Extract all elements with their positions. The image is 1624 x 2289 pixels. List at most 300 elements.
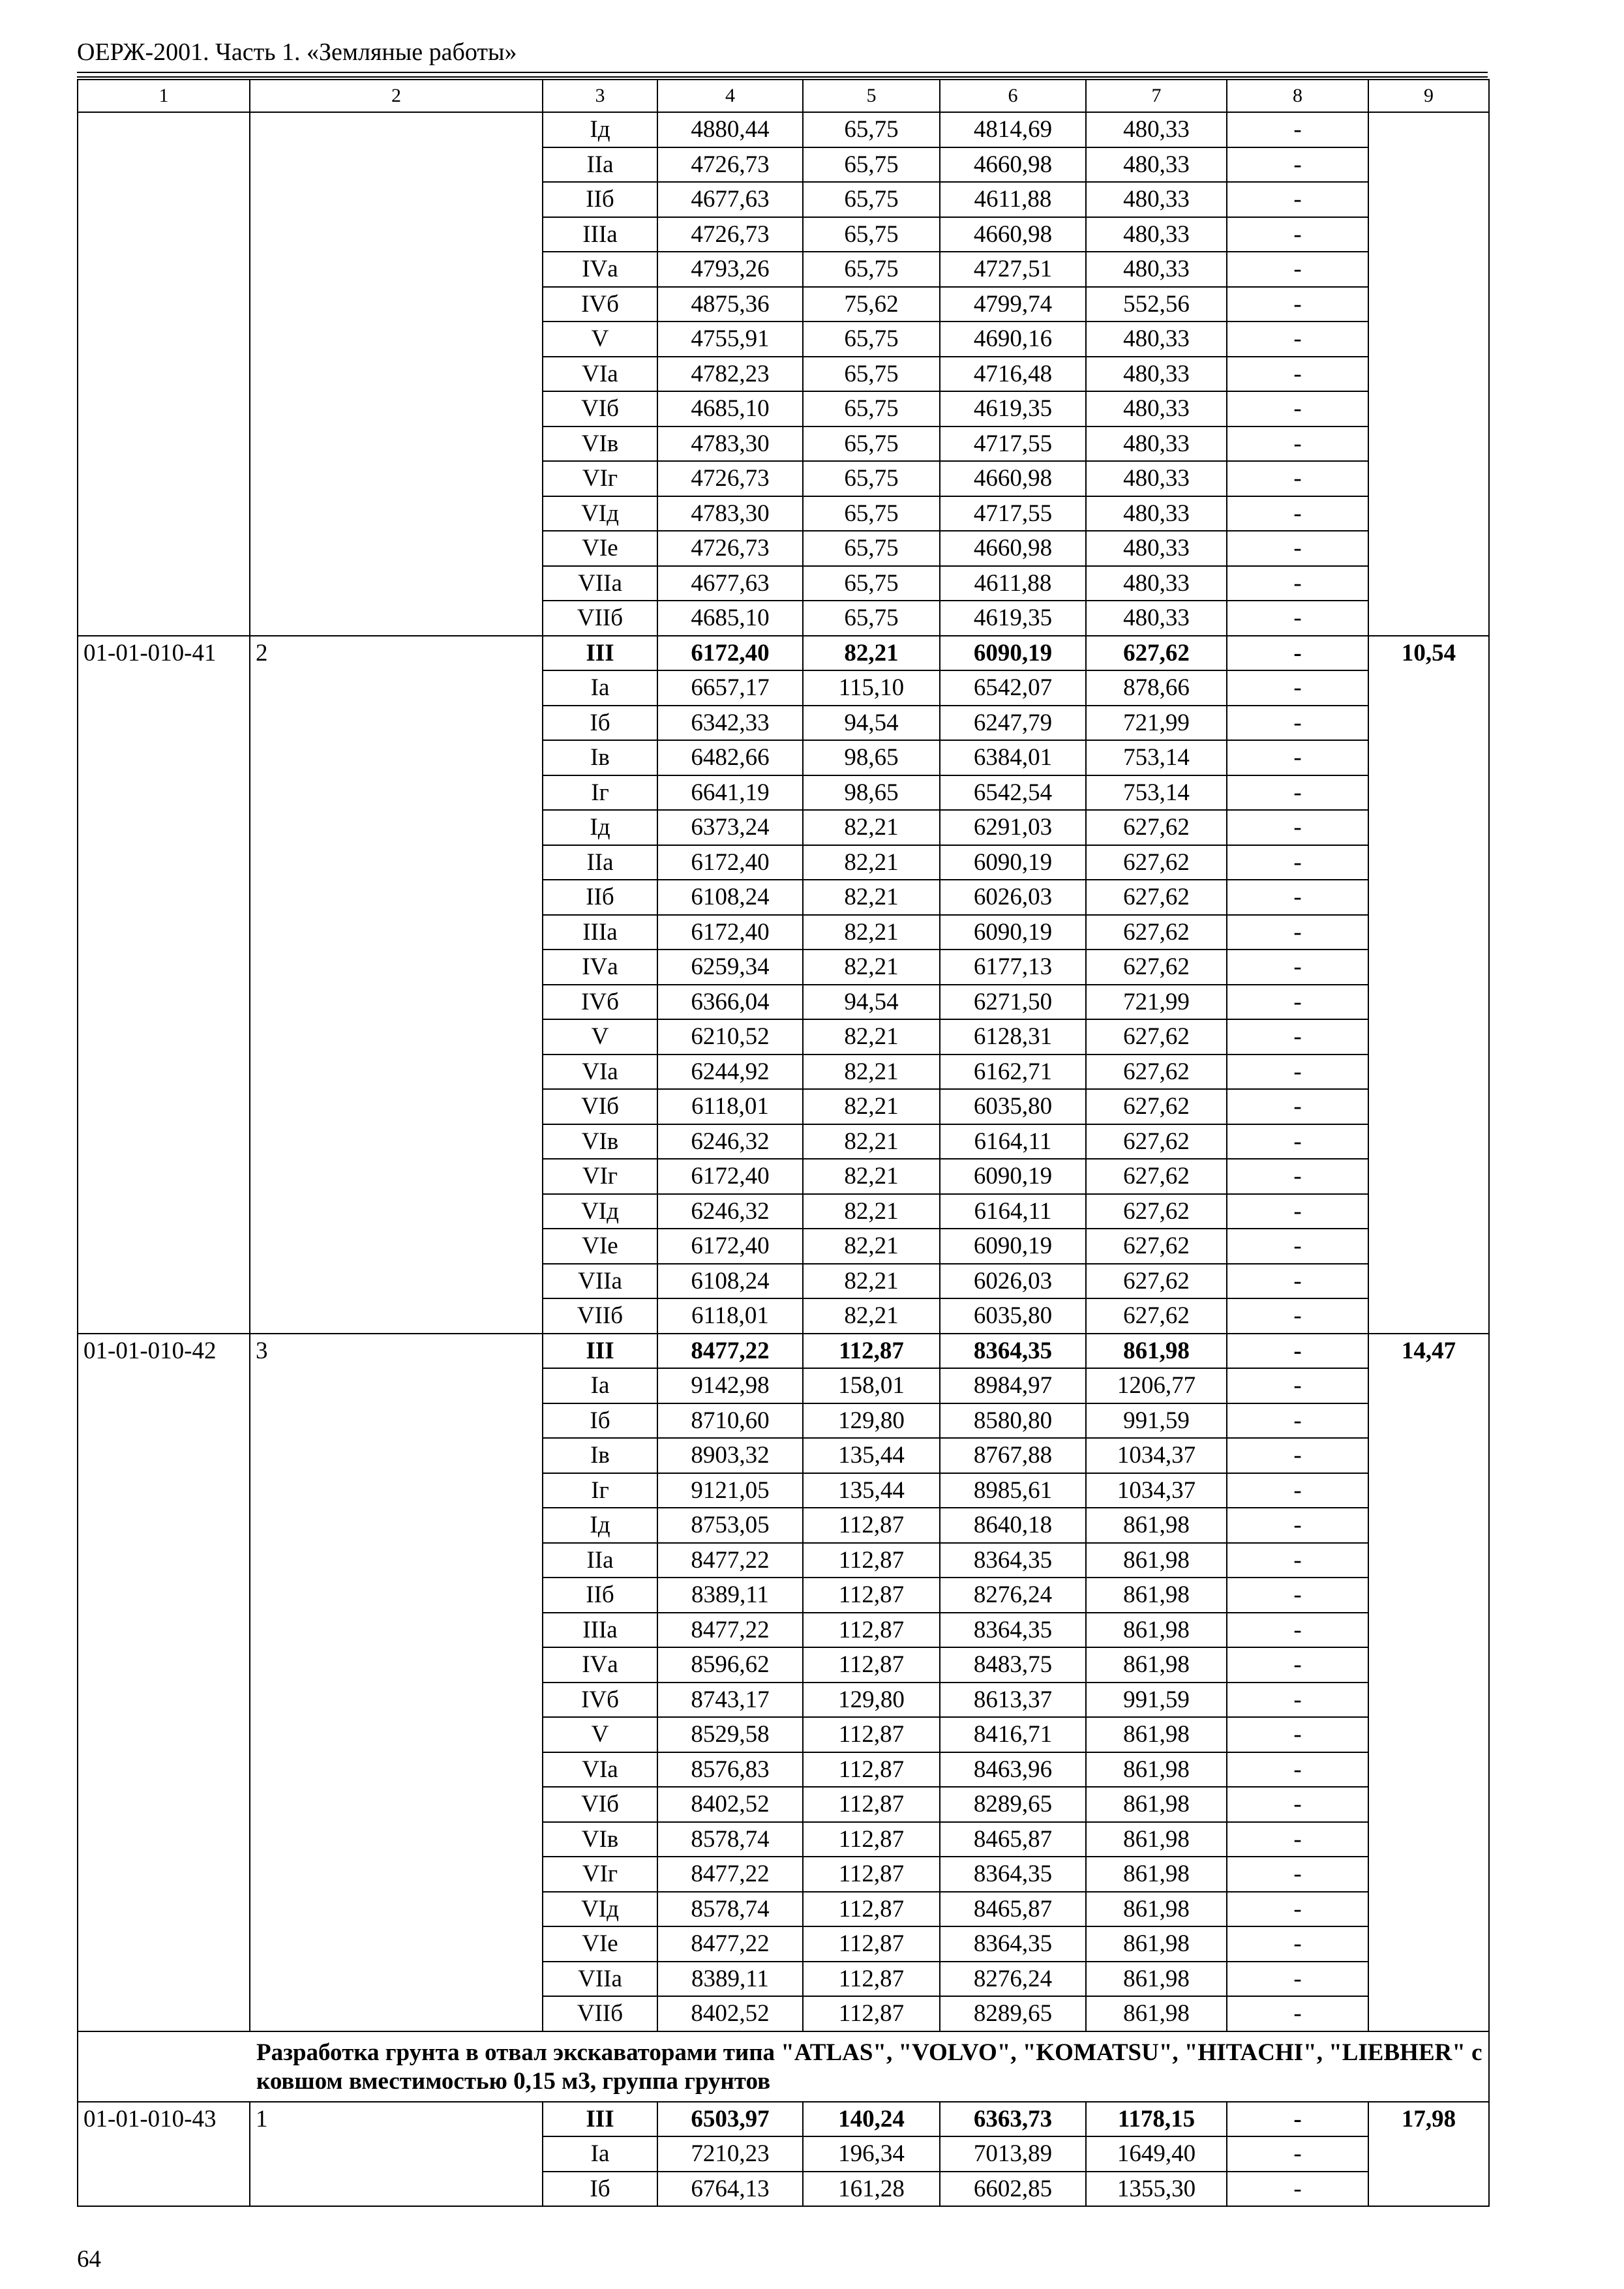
- value-cell-col8: -: [1227, 531, 1368, 566]
- soil-group-cell: IVа: [543, 950, 657, 985]
- value-cell-col5: 65,75: [803, 147, 940, 183]
- value-cell-col7: 480,33: [1086, 112, 1227, 147]
- soil-group-cell: Iг: [543, 775, 657, 811]
- soil-group-cell: Iб: [543, 1403, 657, 1439]
- value-cell-col4: 8477,22: [657, 1613, 803, 1648]
- value-cell-col6: 4611,88: [940, 182, 1086, 217]
- value-cell-col8: -: [1227, 112, 1368, 147]
- value-cell-col6: 4727,51: [940, 252, 1086, 287]
- soil-group-cell: Iв: [543, 1438, 657, 1473]
- value-cell-col4: 4677,63: [657, 566, 803, 601]
- soil-group-cell: Iа: [543, 1368, 657, 1403]
- value-cell-col6: 8276,24: [940, 1578, 1086, 1613]
- value-cell-col7: 861,98: [1086, 1892, 1227, 1927]
- value-cell-col7: 1206,77: [1086, 1368, 1227, 1403]
- value-cell-col7: 861,98: [1086, 1613, 1227, 1648]
- norm-code-cell: 01-01-010-42: [78, 1334, 250, 2031]
- value-cell-col5: 65,75: [803, 496, 940, 531]
- soil-group-cell: III: [543, 636, 657, 671]
- soil-group-cell: Iа: [543, 2136, 657, 2172]
- value-cell-col6: 6035,80: [940, 1298, 1086, 1334]
- value-cell-col6: 6542,54: [940, 775, 1086, 811]
- value-cell-col4: 8903,32: [657, 1438, 803, 1473]
- value-cell-col6: 4619,35: [940, 391, 1086, 426]
- soil-group-cell: Iд: [543, 1508, 657, 1543]
- value-cell-col7: 480,33: [1086, 357, 1227, 392]
- value-cell-col7: 861,98: [1086, 1508, 1227, 1543]
- value-cell-col9: 17,98: [1368, 2102, 1489, 2207]
- value-cell-col8: -: [1227, 1996, 1368, 2031]
- value-cell-col7: 480,33: [1086, 461, 1227, 496]
- value-cell-col6: 8483,75: [940, 1647, 1086, 1683]
- value-cell-col5: 65,75: [803, 252, 940, 287]
- value-cell-col5: 112,87: [803, 1892, 940, 1927]
- value-cell-col7: 627,62: [1086, 915, 1227, 950]
- value-cell-col4: 8743,17: [657, 1683, 803, 1718]
- value-cell-col8: -: [1227, 1055, 1368, 1090]
- value-cell-col6: 6602,85: [940, 2172, 1086, 2207]
- value-cell-col4: 7210,23: [657, 2136, 803, 2172]
- soil-group-cell: IVа: [543, 1647, 657, 1683]
- value-cell-col8: -: [1227, 985, 1368, 1020]
- soil-group-cell: VIв: [543, 426, 657, 462]
- value-cell-col7: 627,62: [1086, 1089, 1227, 1124]
- norms-table: [77, 79, 1490, 2207]
- soil-group-cell: V: [543, 1019, 657, 1055]
- norm-number-cell: 3: [250, 1334, 543, 2031]
- value-cell-col4: 6373,24: [657, 810, 803, 845]
- value-cell-col4: 4755,91: [657, 322, 803, 357]
- value-cell-col7: 480,33: [1086, 322, 1227, 357]
- value-cell-col8: -: [1227, 1124, 1368, 1159]
- value-cell-col4: 8402,52: [657, 1996, 803, 2031]
- value-cell-col8: -: [1227, 706, 1368, 741]
- soil-group-cell: VIд: [543, 496, 657, 531]
- column-number-cell: 5: [803, 80, 940, 112]
- value-cell-col4: 9121,05: [657, 1473, 803, 1508]
- value-cell-col8: -: [1227, 1787, 1368, 1822]
- value-cell-col7: 627,62: [1086, 1229, 1227, 1264]
- value-cell-col8: -: [1227, 322, 1368, 357]
- value-cell-col7: 991,59: [1086, 1683, 1227, 1718]
- value-cell-col8: -: [1227, 1857, 1368, 1892]
- value-cell-col7: 861,98: [1086, 1996, 1227, 2031]
- value-cell-col4: 4880,44: [657, 112, 803, 147]
- value-cell-col5: 112,87: [803, 1996, 940, 2031]
- value-cell-col8: -: [1227, 1752, 1368, 1788]
- norm-code-cell: 01-01-010-43: [78, 2102, 250, 2207]
- value-cell-col7: 1034,37: [1086, 1473, 1227, 1508]
- value-cell-col5: 65,75: [803, 357, 940, 392]
- value-cell-col4: 6246,32: [657, 1124, 803, 1159]
- value-cell-col7: 861,98: [1086, 1334, 1227, 1369]
- value-cell-col8: -: [1227, 1298, 1368, 1334]
- value-cell-col7: 627,62: [1086, 1194, 1227, 1229]
- value-cell-col6: 4716,48: [940, 357, 1086, 392]
- value-cell-col4: 8576,83: [657, 1752, 803, 1788]
- value-cell-col8: -: [1227, 670, 1368, 706]
- value-cell-col5: 129,80: [803, 1403, 940, 1439]
- soil-group-cell: VIIа: [543, 566, 657, 601]
- value-cell-col8: -: [1227, 1194, 1368, 1229]
- value-cell-col5: 82,21: [803, 1089, 940, 1124]
- value-cell-col6: 6384,01: [940, 740, 1086, 775]
- value-cell-col4: 8578,74: [657, 1822, 803, 1857]
- value-cell-col4: 6641,19: [657, 775, 803, 811]
- soil-group-cell: Iв: [543, 740, 657, 775]
- value-cell-col5: 135,44: [803, 1473, 940, 1508]
- value-cell-col6: 8640,18: [940, 1508, 1086, 1543]
- value-cell-col7: 480,33: [1086, 426, 1227, 462]
- value-cell-col6: 6363,73: [940, 2102, 1086, 2137]
- soil-group-cell: Iб: [543, 706, 657, 741]
- value-cell-col8: -: [1227, 915, 1368, 950]
- soil-group-cell: Iг: [543, 1473, 657, 1508]
- value-cell-col5: 82,21: [803, 1159, 940, 1194]
- table-row: [78, 636, 1489, 671]
- value-cell-col6: 6291,03: [940, 810, 1086, 845]
- value-cell-col5: 112,87: [803, 1647, 940, 1683]
- value-cell-col8: -: [1227, 810, 1368, 845]
- value-cell-col6: 8289,65: [940, 1996, 1086, 2031]
- value-cell-col6: 4717,55: [940, 426, 1086, 462]
- page-number: 64: [77, 2246, 101, 2273]
- value-cell-col4: 6172,40: [657, 845, 803, 880]
- value-cell-col6: 8613,37: [940, 1683, 1086, 1718]
- soil-group-cell: VIе: [543, 1229, 657, 1264]
- value-cell-col6: 8985,61: [940, 1473, 1086, 1508]
- soil-group-cell: IVб: [543, 985, 657, 1020]
- soil-group-cell: VIг: [543, 461, 657, 496]
- value-cell-col5: 65,75: [803, 112, 940, 147]
- value-cell-col4: 8753,05: [657, 1508, 803, 1543]
- value-cell-col7: 721,99: [1086, 706, 1227, 741]
- value-cell-col7: 627,62: [1086, 1055, 1227, 1090]
- value-cell-col4: 6764,13: [657, 2172, 803, 2207]
- value-cell-col5: 82,21: [803, 636, 940, 671]
- norm-code-cell: [78, 112, 250, 636]
- value-cell-col6: 6090,19: [940, 636, 1086, 671]
- value-cell-col5: 112,87: [803, 1926, 940, 1962]
- value-cell-col6: 6542,07: [940, 670, 1086, 706]
- value-cell-col5: 112,87: [803, 1962, 940, 1997]
- value-cell-col6: 4660,98: [940, 531, 1086, 566]
- value-cell-col6: 4717,55: [940, 496, 1086, 531]
- value-cell-col5: 82,21: [803, 845, 940, 880]
- value-cell-col5: 94,54: [803, 706, 940, 741]
- soil-group-cell: VIа: [543, 1752, 657, 1788]
- soil-group-cell: VIа: [543, 357, 657, 392]
- value-cell-col9: 14,47: [1368, 1334, 1489, 2031]
- value-cell-col8: -: [1227, 1578, 1368, 1613]
- value-cell-col7: 1649,40: [1086, 2136, 1227, 2172]
- soil-group-cell: VIд: [543, 1892, 657, 1927]
- value-cell-col4: 6108,24: [657, 1264, 803, 1299]
- value-cell-col5: 112,87: [803, 1578, 940, 1613]
- value-cell-col7: 480,33: [1086, 147, 1227, 183]
- soil-group-cell: VIе: [543, 1926, 657, 1962]
- value-cell-col4: 4685,10: [657, 391, 803, 426]
- table-row: [78, 112, 1489, 147]
- soil-group-cell: III: [543, 1334, 657, 1369]
- value-cell-col4: 4726,73: [657, 217, 803, 252]
- value-cell-col5: 75,62: [803, 287, 940, 322]
- value-cell-col7: 627,62: [1086, 1019, 1227, 1055]
- value-cell-col4: 4793,26: [657, 252, 803, 287]
- value-cell-col7: 861,98: [1086, 1962, 1227, 1997]
- value-cell-col6: 4660,98: [940, 217, 1086, 252]
- value-cell-col5: 112,87: [803, 1613, 940, 1648]
- value-cell-col6: 6026,03: [940, 880, 1086, 915]
- value-cell-col7: 861,98: [1086, 1822, 1227, 1857]
- value-cell-col8: -: [1227, 950, 1368, 985]
- value-cell-col6: 8416,71: [940, 1717, 1086, 1752]
- value-cell-col8: -: [1227, 1438, 1368, 1473]
- soil-group-cell: VIг: [543, 1159, 657, 1194]
- value-cell-col6: 6164,11: [940, 1124, 1086, 1159]
- value-cell-col4: 8402,52: [657, 1787, 803, 1822]
- soil-group-cell: Iа: [543, 670, 657, 706]
- value-cell-col8: -: [1227, 391, 1368, 426]
- value-cell-col5: 98,65: [803, 740, 940, 775]
- value-cell-col5: 65,75: [803, 531, 940, 566]
- value-cell-col4: 4782,23: [657, 357, 803, 392]
- value-cell-col4: 6210,52: [657, 1019, 803, 1055]
- value-cell-col5: 98,65: [803, 775, 940, 811]
- soil-group-cell: VIг: [543, 1857, 657, 1892]
- value-cell-col7: 627,62: [1086, 880, 1227, 915]
- soil-group-cell: Iд: [543, 810, 657, 845]
- value-cell-col7: 861,98: [1086, 1752, 1227, 1788]
- value-cell-col5: 82,21: [803, 950, 940, 985]
- value-cell-col8: -: [1227, 636, 1368, 671]
- value-cell-col8: -: [1227, 1543, 1368, 1578]
- value-cell-col7: 627,62: [1086, 1124, 1227, 1159]
- value-cell-col8: -: [1227, 2102, 1368, 2137]
- value-cell-col8: -: [1227, 147, 1368, 183]
- value-cell-col6: 8364,35: [940, 1857, 1086, 1892]
- value-cell-col5: 82,21: [803, 1194, 940, 1229]
- value-cell-col8: -: [1227, 1508, 1368, 1543]
- value-cell-col4: 4875,36: [657, 287, 803, 322]
- value-cell-col7: 480,33: [1086, 496, 1227, 531]
- value-cell-col7: 861,98: [1086, 1647, 1227, 1683]
- value-cell-col5: 112,87: [803, 1334, 940, 1369]
- value-cell-col4: 6259,34: [657, 950, 803, 985]
- value-cell-col5: 82,21: [803, 915, 940, 950]
- value-cell-col6: 6090,19: [940, 915, 1086, 950]
- soil-group-cell: VIIб: [543, 1298, 657, 1334]
- soil-group-cell: VIе: [543, 531, 657, 566]
- value-cell-col6: 8984,97: [940, 1368, 1086, 1403]
- value-cell-col4: 6657,17: [657, 670, 803, 706]
- soil-group-cell: IIб: [543, 1578, 657, 1613]
- value-cell-col8: -: [1227, 426, 1368, 462]
- value-cell-col7: 627,62: [1086, 1264, 1227, 1299]
- soil-group-cell: IVа: [543, 252, 657, 287]
- value-cell-col5: 112,87: [803, 1508, 940, 1543]
- soil-group-cell: VIб: [543, 1787, 657, 1822]
- column-number-cell: 1: [78, 80, 250, 112]
- value-cell-col7: 753,14: [1086, 740, 1227, 775]
- soil-group-cell: VIIб: [543, 1996, 657, 2031]
- value-cell-col5: 196,34: [803, 2136, 940, 2172]
- value-cell-col8: -: [1227, 217, 1368, 252]
- soil-group-cell: VIа: [543, 1055, 657, 1090]
- value-cell-col5: 82,21: [803, 1229, 940, 1264]
- soil-group-cell: V: [543, 322, 657, 357]
- value-cell-col6: 6271,50: [940, 985, 1086, 1020]
- value-cell-col8: -: [1227, 1473, 1368, 1508]
- value-cell-col5: 112,87: [803, 1787, 940, 1822]
- value-cell-col8: -: [1227, 566, 1368, 601]
- value-cell-col6: 7013,89: [940, 2136, 1086, 2172]
- value-cell-col5: 112,87: [803, 1752, 940, 1788]
- value-cell-col5: 65,75: [803, 461, 940, 496]
- value-cell-col5: 65,75: [803, 182, 940, 217]
- value-cell-col6: 4690,16: [940, 322, 1086, 357]
- value-cell-col8: -: [1227, 1019, 1368, 1055]
- soil-group-cell: VIб: [543, 391, 657, 426]
- norm-number-cell: [250, 112, 543, 636]
- value-cell-col8: -: [1227, 496, 1368, 531]
- header-rule-top: [77, 72, 1488, 73]
- value-cell-col5: 112,87: [803, 1857, 940, 1892]
- value-cell-col4: 6172,40: [657, 915, 803, 950]
- value-cell-col4: 8477,22: [657, 1334, 803, 1369]
- value-cell-col7: 1355,30: [1086, 2172, 1227, 2207]
- value-cell-col8: -: [1227, 740, 1368, 775]
- value-cell-col4: 6118,01: [657, 1298, 803, 1334]
- value-cell-col6: 8465,87: [940, 1822, 1086, 1857]
- value-cell-col4: 6172,40: [657, 1159, 803, 1194]
- value-cell-col6: 6128,31: [940, 1019, 1086, 1055]
- value-cell-col5: 82,21: [803, 1019, 940, 1055]
- value-cell-col8: -: [1227, 1264, 1368, 1299]
- value-cell-col5: 135,44: [803, 1438, 940, 1473]
- value-cell-col6: 6177,13: [940, 950, 1086, 985]
- table-row: [78, 2102, 1489, 2137]
- value-cell-col8: -: [1227, 1613, 1368, 1648]
- value-cell-col6: 8767,88: [940, 1438, 1086, 1473]
- value-cell-col4: 8389,11: [657, 1578, 803, 1613]
- value-cell-col6: 6026,03: [940, 1264, 1086, 1299]
- value-cell-col7: 861,98: [1086, 1578, 1227, 1613]
- value-cell-col7: 878,66: [1086, 670, 1227, 706]
- value-cell-col5: 161,28: [803, 2172, 940, 2207]
- column-number-cell: 7: [1086, 80, 1227, 112]
- value-cell-col6: 8289,65: [940, 1787, 1086, 1822]
- value-cell-col6: 4611,88: [940, 566, 1086, 601]
- soil-group-cell: VIIб: [543, 601, 657, 636]
- column-number-cell: 3: [543, 80, 657, 112]
- value-cell-col7: 721,99: [1086, 985, 1227, 1020]
- soil-group-cell: IIа: [543, 845, 657, 880]
- column-number-cell: 4: [657, 80, 803, 112]
- value-cell-col6: 8276,24: [940, 1962, 1086, 1997]
- value-cell-col6: 8364,35: [940, 1543, 1086, 1578]
- soil-group-cell: V: [543, 1717, 657, 1752]
- value-cell-col8: -: [1227, 1962, 1368, 1997]
- value-cell-col8: -: [1227, 287, 1368, 322]
- value-cell-col4: 4685,10: [657, 601, 803, 636]
- value-cell-col4: 8477,22: [657, 1926, 803, 1962]
- value-cell-col6: 8364,35: [940, 1613, 1086, 1648]
- value-cell-col4: 6172,40: [657, 1229, 803, 1264]
- value-cell-col4: 9142,98: [657, 1368, 803, 1403]
- value-cell-col8: -: [1227, 1334, 1368, 1369]
- value-cell-col5: 115,10: [803, 670, 940, 706]
- soil-group-cell: IIа: [543, 1543, 657, 1578]
- value-cell-col5: 140,24: [803, 2102, 940, 2137]
- soil-group-cell: III: [543, 2102, 657, 2137]
- value-cell-col8: -: [1227, 1089, 1368, 1124]
- value-cell-col8: -: [1227, 601, 1368, 636]
- section-heading-row: [78, 2031, 1489, 2102]
- value-cell-col4: 6246,32: [657, 1194, 803, 1229]
- value-cell-col7: 861,98: [1086, 1543, 1227, 1578]
- value-cell-col8: -: [1227, 1683, 1368, 1718]
- value-cell-col8: -: [1227, 1822, 1368, 1857]
- value-cell-col8: -: [1227, 357, 1368, 392]
- value-cell-col4: 6172,40: [657, 636, 803, 671]
- soil-group-cell: IIб: [543, 182, 657, 217]
- value-cell-col8: -: [1227, 845, 1368, 880]
- norm-code-cell: 01-01-010-41: [78, 636, 250, 1334]
- soil-group-cell: VIIа: [543, 1264, 657, 1299]
- value-cell-col7: 480,33: [1086, 531, 1227, 566]
- soil-group-cell: VIIа: [543, 1962, 657, 1997]
- column-number-cell: 9: [1368, 80, 1489, 112]
- value-cell-col8: -: [1227, 1926, 1368, 1962]
- value-cell-col6: 6090,19: [940, 1159, 1086, 1194]
- value-cell-col8: -: [1227, 1159, 1368, 1194]
- value-cell-col5: 65,75: [803, 322, 940, 357]
- value-cell-col9: 10,54: [1368, 636, 1489, 1334]
- value-cell-col7: 1034,37: [1086, 1438, 1227, 1473]
- value-cell-col6: 8364,35: [940, 1926, 1086, 1962]
- value-cell-col8: -: [1227, 1717, 1368, 1752]
- value-cell-col5: 65,75: [803, 391, 940, 426]
- value-cell-col4: 8529,58: [657, 1717, 803, 1752]
- table-row: [78, 1334, 1489, 1369]
- soil-group-cell: VIв: [543, 1124, 657, 1159]
- value-cell-col7: 861,98: [1086, 1857, 1227, 1892]
- value-cell-col7: 480,33: [1086, 217, 1227, 252]
- value-cell-col7: 480,33: [1086, 391, 1227, 426]
- value-cell-col7: 991,59: [1086, 1403, 1227, 1439]
- value-cell-col5: 65,75: [803, 601, 940, 636]
- value-cell-col6: 8465,87: [940, 1892, 1086, 1927]
- value-cell-col4: 8477,22: [657, 1857, 803, 1892]
- value-cell-col6: 4619,35: [940, 601, 1086, 636]
- value-cell-col5: 82,21: [803, 880, 940, 915]
- value-cell-col7: 627,62: [1086, 810, 1227, 845]
- value-cell-col5: 65,75: [803, 217, 940, 252]
- value-cell-col7: 480,33: [1086, 252, 1227, 287]
- value-cell-col5: 82,21: [803, 810, 940, 845]
- column-number-cell: 8: [1227, 80, 1368, 112]
- value-cell-col6: 4799,74: [940, 287, 1086, 322]
- value-cell-col5: 65,75: [803, 426, 940, 462]
- value-cell-col6: 6090,19: [940, 845, 1086, 880]
- value-cell-col4: 6244,92: [657, 1055, 803, 1090]
- value-cell-col7: 480,33: [1086, 566, 1227, 601]
- value-cell-col8: -: [1227, 252, 1368, 287]
- value-cell-col5: 158,01: [803, 1368, 940, 1403]
- soil-group-cell: VIб: [543, 1089, 657, 1124]
- value-cell-col5: 65,75: [803, 566, 940, 601]
